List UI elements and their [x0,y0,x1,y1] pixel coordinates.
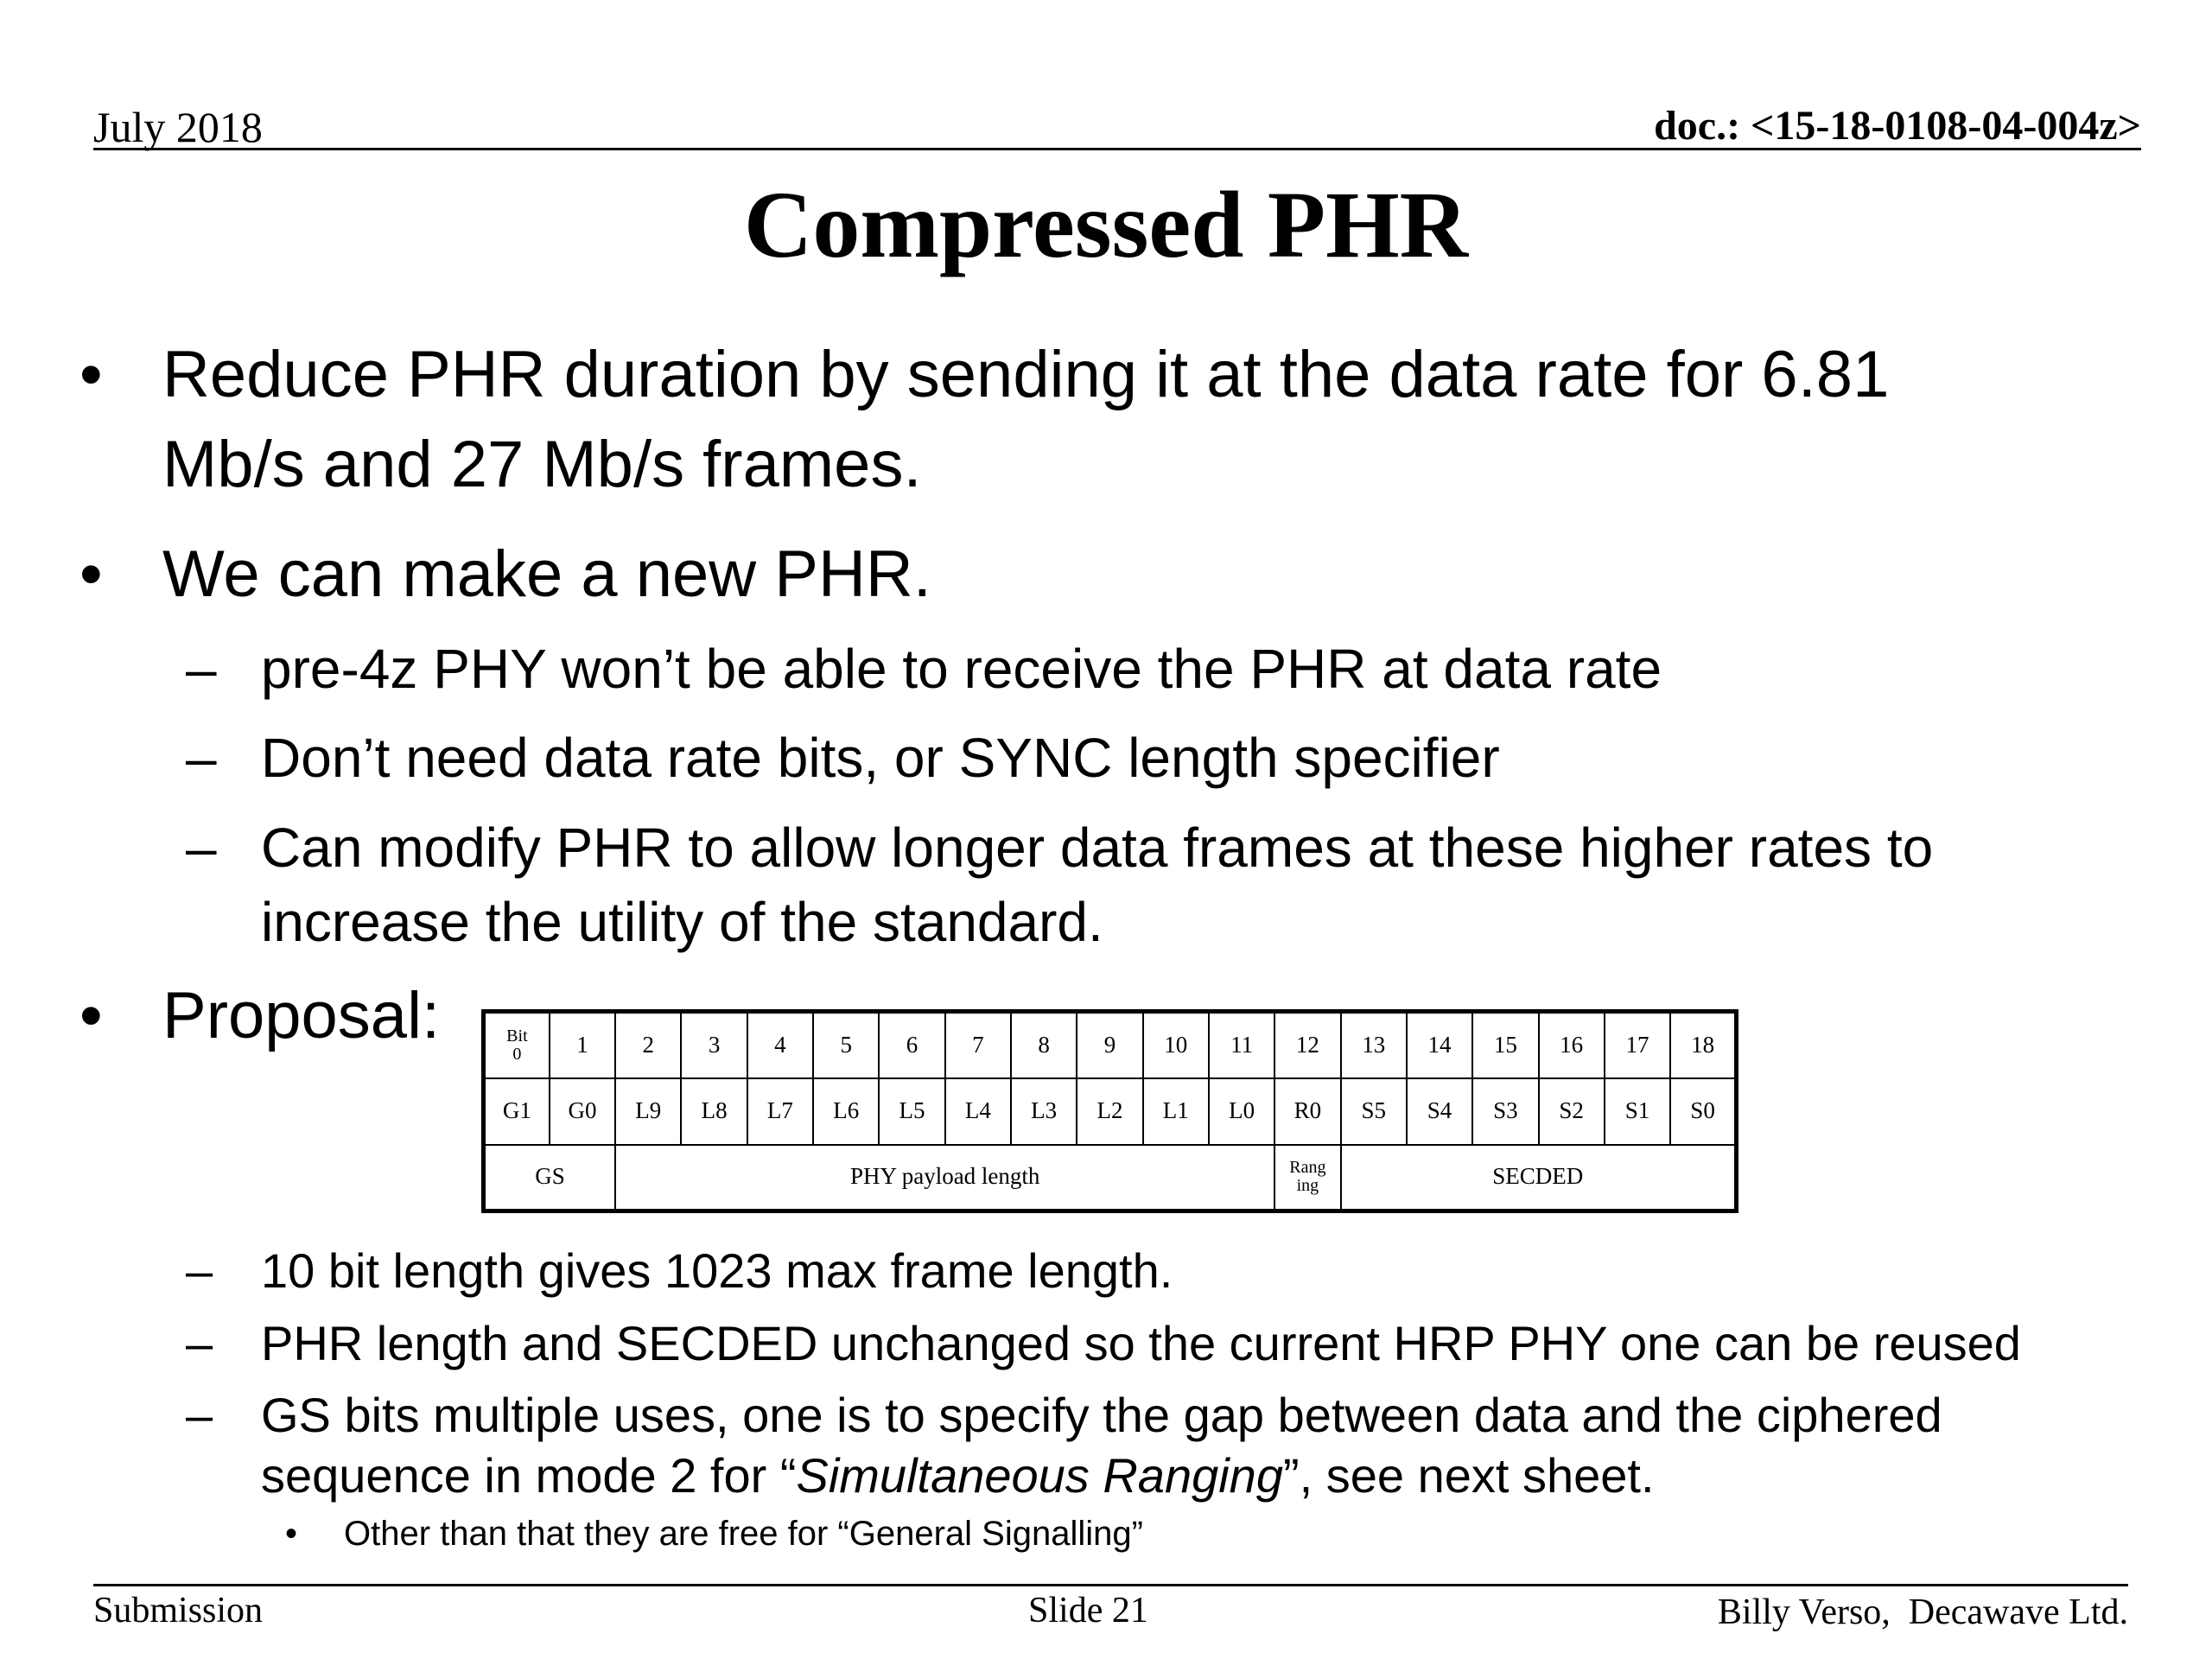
bit-number-cell: 1 [550,1012,615,1078]
sub-bullet-text: GS bits multiple uses, one is to specify the gap between data and the ciphered [261,1388,1942,1442]
field-bit-cell: L8 [681,1078,747,1145]
bullet-marker: • [79,979,103,1052]
field-bit-cell: R0 [1274,1078,1340,1145]
bit-number-cell: 3 [681,1012,747,1078]
bit-number-cell: 10 [1143,1012,1209,1078]
bit-number-cell: 9 [1077,1012,1142,1078]
header-divider [93,148,2141,150]
bit-number-cell: 11 [1209,1012,1274,1078]
small-bullet-marker: • [285,1515,298,1553]
header-doc-id: doc.: <15-18-0108-04-004z> [1654,103,2141,149]
bit-number-cell: 15 [1472,1012,1538,1078]
bit-number-cell: 17 [1605,1012,1670,1078]
bit-number-cell: 2 [615,1012,681,1078]
footer-slide-number: Slide 21 [1028,1591,1148,1630]
footer-submission: Submission [93,1591,264,1630]
phr-bit-table [481,1009,1738,1213]
emphasis-simultaneous-ranging: Simultaneous Ranging [796,1448,1283,1503]
slide-title: Compressed PHR [743,172,1469,277]
group-ranging-cell [1274,1145,1340,1211]
sub-bullet-text: increase the utility of the standard. [261,891,1103,953]
field-bit-cell: S4 [1407,1078,1472,1145]
field-bit-cell: S2 [1539,1078,1605,1145]
dash-marker: – [186,1388,213,1442]
table-row-field-bits [484,1078,1737,1145]
group-secded-cell: SECDED [1341,1145,1737,1211]
footer-author: Billy Verso, Decawave Ltd. [1717,1592,2128,1632]
table-row-bit-numbers [484,1012,1737,1078]
bit-number-cell: 5 [813,1012,879,1078]
bit-number-cell: 7 [945,1012,1011,1078]
text-segment: ”, see next sheet. [1282,1448,1655,1503]
sub-bullet-text [261,1446,1655,1506]
bit-number-cell: 12 [1274,1012,1340,1078]
bit-number-cell: 13 [1341,1012,1407,1078]
dash-marker: – [186,1243,213,1298]
field-bit-cell: L9 [615,1078,681,1145]
sub-sub-bullet-text: Other than that they are free for “General Signalling” [344,1515,1143,1553]
bit-number-cell: 14 [1407,1012,1472,1078]
ranging-label-top: Rang [1289,1158,1326,1178]
bit-number-cell: 6 [879,1012,944,1078]
bit-number-cell: 16 [1539,1012,1605,1078]
dash-marker: – [186,727,217,789]
field-bit-cell: L3 [1011,1078,1077,1145]
field-bit-cell: L7 [747,1078,813,1145]
bit-label-bottom: 0 [512,1044,522,1064]
field-bit-cell: L1 [1143,1078,1209,1145]
bit-label-top: Bit [506,1026,528,1046]
bullet-text: Reduce PHR duration by sending it at the data rate for 6.81 [162,338,1890,411]
sub-bullet-text: 10 bit length gives 1023 max frame length. [261,1243,1173,1298]
field-bit-cell: S5 [1341,1078,1407,1145]
field-bit-cell: G1 [484,1078,550,1145]
table-row-field-groups [484,1145,1737,1211]
dash-marker: – [186,817,217,879]
bullet-text: We can make a new PHR. [162,537,931,611]
field-bit-cell: G0 [550,1078,615,1145]
field-bit-cell: L2 [1077,1078,1142,1145]
field-bit-cell: L0 [1209,1078,1274,1145]
bit-label-cell [484,1012,550,1078]
bullet-marker: • [79,338,103,411]
field-bit-cell: S1 [1605,1078,1670,1145]
group-gs-cell: GS [484,1145,616,1211]
sub-bullet-text: pre-4z PHY won’t be able to receive the PHR at data rate [261,638,1662,700]
field-bit-cell: L5 [879,1078,944,1145]
sub-bullet-text: PHR length and SECDED unchanged so the current HRP PHY one can be reused [261,1316,2021,1370]
bullet-text: Mb/s and 27 Mb/s frames. [162,428,922,501]
text-segment: sequence in mode 2 for “ [261,1448,797,1503]
header-date: July 2018 [93,103,263,151]
group-payload-length-cell: PHY payload length [615,1145,1274,1211]
field-bit-cell: S0 [1670,1078,1736,1145]
bullet-text: Proposal: [162,979,441,1052]
ranging-label-bottom: ing [1296,1176,1319,1196]
bit-number-cell: 8 [1011,1012,1077,1078]
footer-divider [93,1584,2128,1586]
dash-marker: – [186,638,217,700]
dash-marker: – [186,1316,213,1370]
field-bit-cell: S3 [1472,1078,1538,1145]
sub-bullet-text: Can modify PHR to allow longer data frames at these higher rates to [261,817,1934,879]
bullet-marker: • [79,537,103,611]
field-bit-cell: L6 [813,1078,879,1145]
bit-number-cell: 4 [747,1012,813,1078]
bit-number-cell: 18 [1670,1012,1736,1078]
sub-bullet-text: Don’t need data rate bits, or SYNC length specifier [261,727,1500,789]
field-bit-cell: L4 [945,1078,1011,1145]
